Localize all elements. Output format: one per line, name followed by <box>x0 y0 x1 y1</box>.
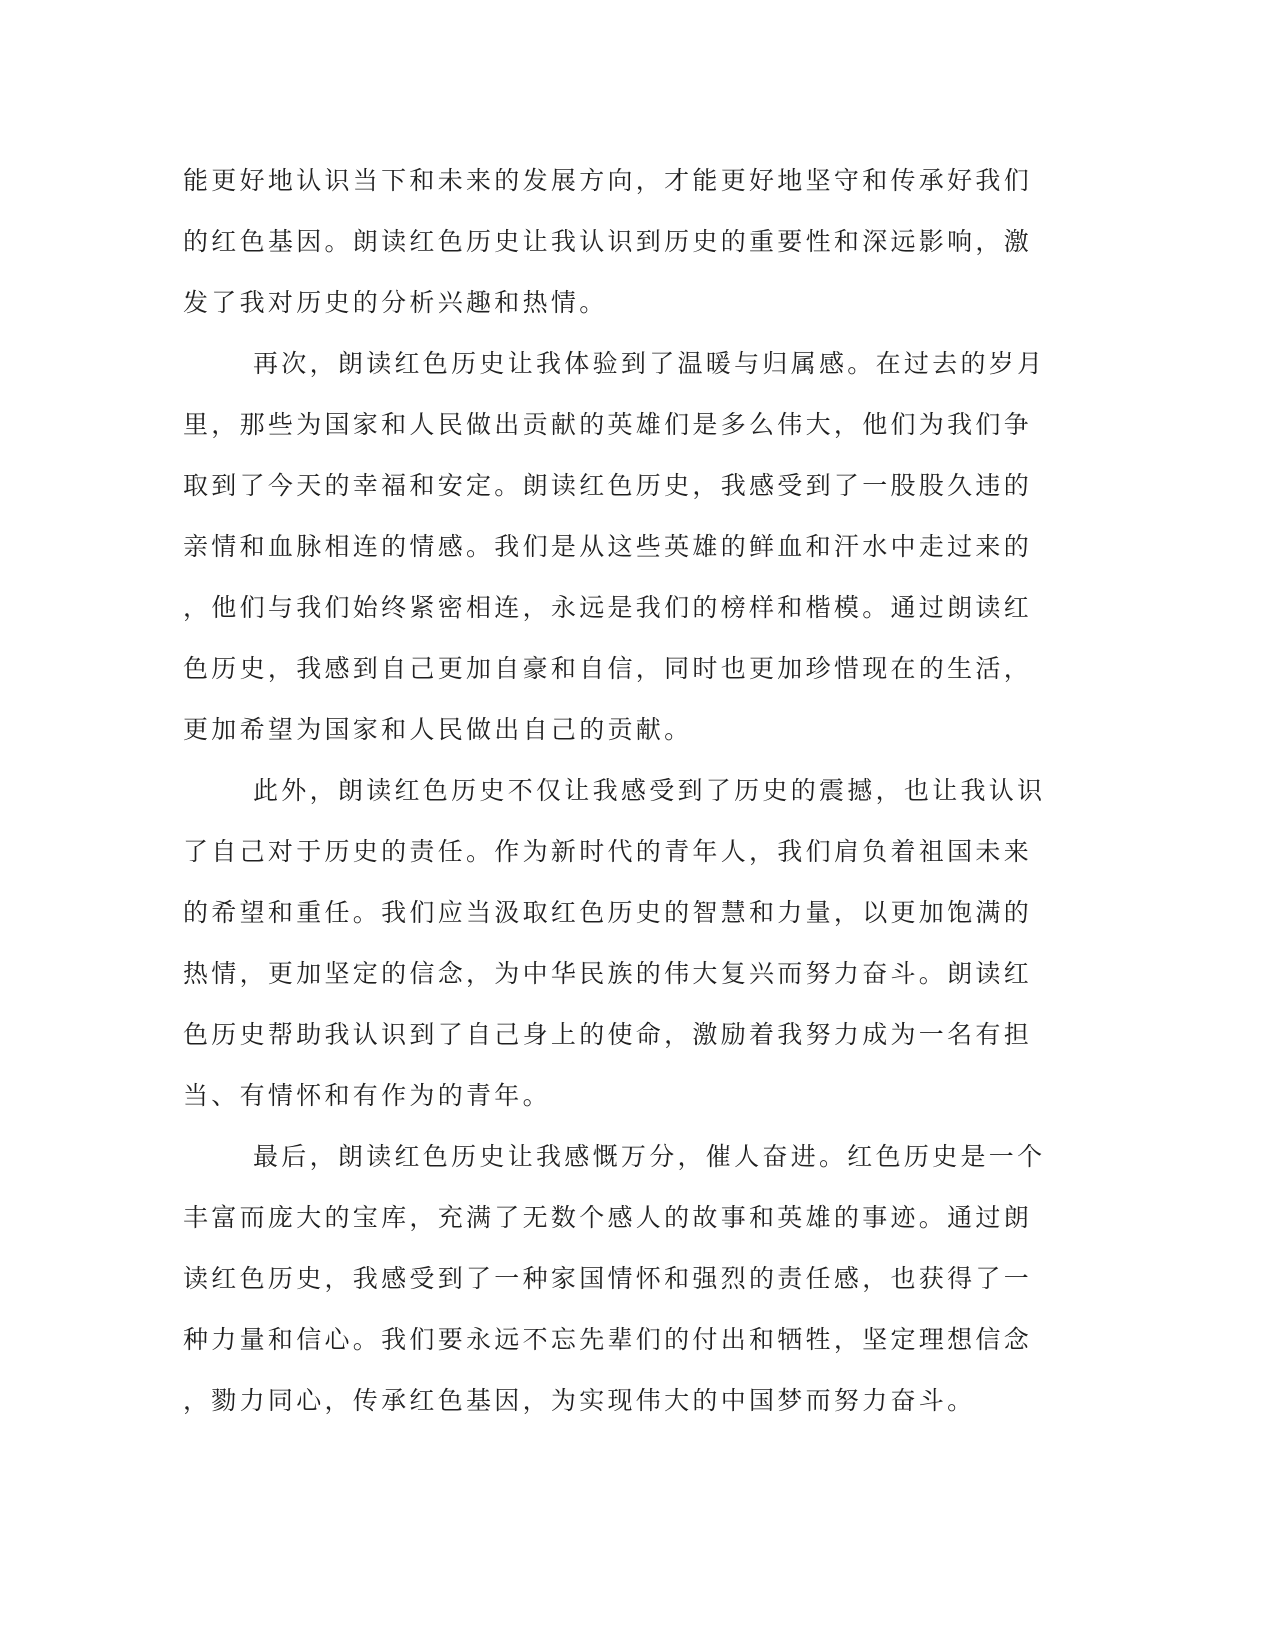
text-line: 读红色历史，我感受到了一种家国情怀和强烈的责任感，也获得了一 <box>183 1264 1033 1293</box>
text-line: 当、有情怀和有作为的青年。 <box>183 1081 551 1110</box>
text-line: 的红色基因。朗读红色历史让我认识到历史的重要性和深远影响，激 <box>183 227 1033 256</box>
paragraph-4 <box>183 1126 1046 1431</box>
text-line: ，他们与我们始终紧密相连，永远是我们的榜样和楷模。通过朗读红 <box>183 593 1033 622</box>
text-line: 色历史，我感到自己更加自豪和自信，同时也更加珍惜现在的生活， <box>183 654 1033 683</box>
text-line: 热情，更加坚定的信念，为中华民族的伟大复兴而努力奋斗。朗读红 <box>183 959 1033 988</box>
text-line: 的希望和重任。我们应当汲取红色历史的智慧和力量，以更加饱满的 <box>183 898 1033 927</box>
text-line: 亲情和血脉相连的情感。我们是从这些英雄的鲜血和汗水中走过来的 <box>183 532 1033 561</box>
paragraph-3 <box>183 760 1046 1126</box>
text-line: 里，那些为国家和人民做出贡献的英雄们是多么伟大，他们为我们争 <box>183 410 1033 439</box>
text-line: 发了我对历史的分析兴趣和热情。 <box>183 288 608 317</box>
text-line: 了自己对于历史的责任。作为新时代的青年人，我们肩负着祖国未来 <box>183 837 1033 866</box>
paragraph-1 <box>183 150 1038 333</box>
text-line: 能更好地认识当下和未来的发展方向，才能更好地坚守和传承好我们 <box>183 166 1033 195</box>
text-line: ，勠力同心，传承红色基因，为实现伟大的中国梦而努力奋斗。 <box>183 1386 976 1415</box>
body-text <box>183 150 1046 1431</box>
text-line: 色历史帮助我认识到了自己身上的使命，激励着我努力成为一名有担 <box>183 1020 1033 1049</box>
text-line-first: 再次，朗读红色历史让我体验到了温暖与归属感。在过去的岁月 <box>253 349 1046 378</box>
text-line: 更加希望为国家和人民做出自己的贡献。 <box>183 715 693 744</box>
paragraph-2 <box>183 333 1046 760</box>
text-line: 取到了今天的幸福和安定。朗读红色历史，我感受到了一股股久违的 <box>183 471 1033 500</box>
text-line: 丰富而庞大的宝库，充满了无数个感人的故事和英雄的事迹。通过朗 <box>183 1203 1033 1232</box>
text-line: 种力量和信心。我们要永远不忘先辈们的付出和牺牲，坚定理想信念 <box>183 1325 1033 1354</box>
text-line-first: 此外，朗读红色历史不仅让我感受到了历史的震撼，也让我认识 <box>253 776 1046 805</box>
text-line-first: 最后，朗读红色历史让我感慨万分，催人奋进。红色历史是一个 <box>253 1142 1046 1171</box>
